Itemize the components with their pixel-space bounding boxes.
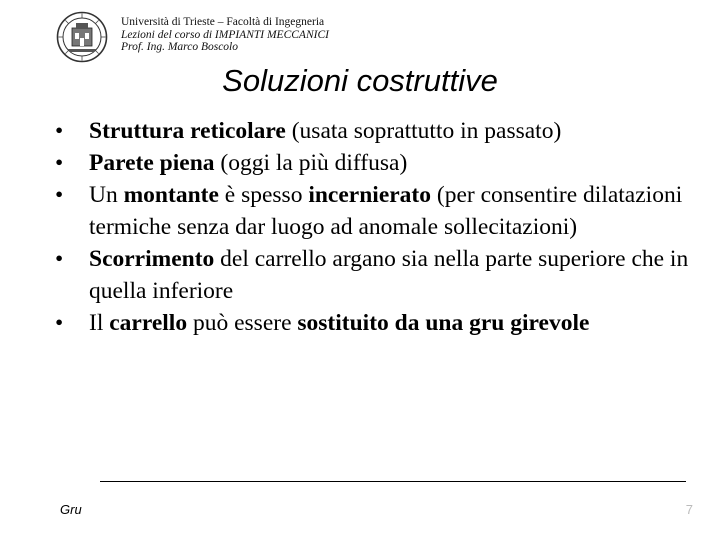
bullet-list	[55, 115, 695, 339]
course-header	[121, 16, 329, 54]
university-seal-icon	[56, 11, 108, 63]
bullet-text: (oggi la più diffusa)	[214, 150, 408, 176]
bullet-icon: •	[55, 150, 64, 176]
bullet-item	[55, 307, 695, 339]
slide-title: Soluzioni costruttive	[222, 63, 498, 98]
bullet-text: Un	[89, 182, 124, 208]
bullet-bold: incernierato	[308, 182, 432, 208]
bullet-icon: •	[55, 182, 64, 208]
bullet-icon: •	[55, 310, 64, 336]
bullet-icon: •	[55, 246, 64, 272]
bullet-text: può essere	[187, 310, 298, 336]
bullet-icon: •	[55, 118, 64, 144]
footer-divider	[100, 481, 686, 482]
page-number: 7	[685, 502, 693, 517]
footer-topic: Gru	[60, 502, 82, 517]
bullet-item	[55, 115, 695, 147]
bullet-bold: Scorrimento	[89, 246, 215, 272]
university-line: Università di Trieste – Facoltà di Ingegneria	[121, 16, 325, 28]
bullet-text: (usata soprattutto in passato)	[285, 118, 562, 144]
bullet-bold: carrello	[109, 310, 188, 336]
bullet-text: del carrello argano sia nella parte superiore che in quella inferiore	[89, 246, 689, 304]
bullet-item	[55, 179, 695, 243]
bullet-text: è spesso	[218, 182, 309, 208]
course-line: Lezioni del corso di IMPIANTI MECCANICI	[121, 28, 329, 41]
bullet-text: Il	[89, 310, 110, 336]
bullet-item	[55, 147, 695, 179]
bullet-text: (per consentire dilatazioni termiche senza dar luogo ad anomale sollecitazioni)	[89, 182, 683, 240]
bullet-bold: Struttura reticolare	[89, 118, 286, 144]
bullet-bold: montante	[123, 182, 219, 208]
bullet-bold: Parete piena	[89, 150, 215, 176]
professor-line: Prof. Ing. Marco Boscolo	[121, 41, 239, 53]
bullet-item	[55, 243, 695, 307]
bullet-bold: sostituito da una gru girevole	[297, 310, 590, 336]
